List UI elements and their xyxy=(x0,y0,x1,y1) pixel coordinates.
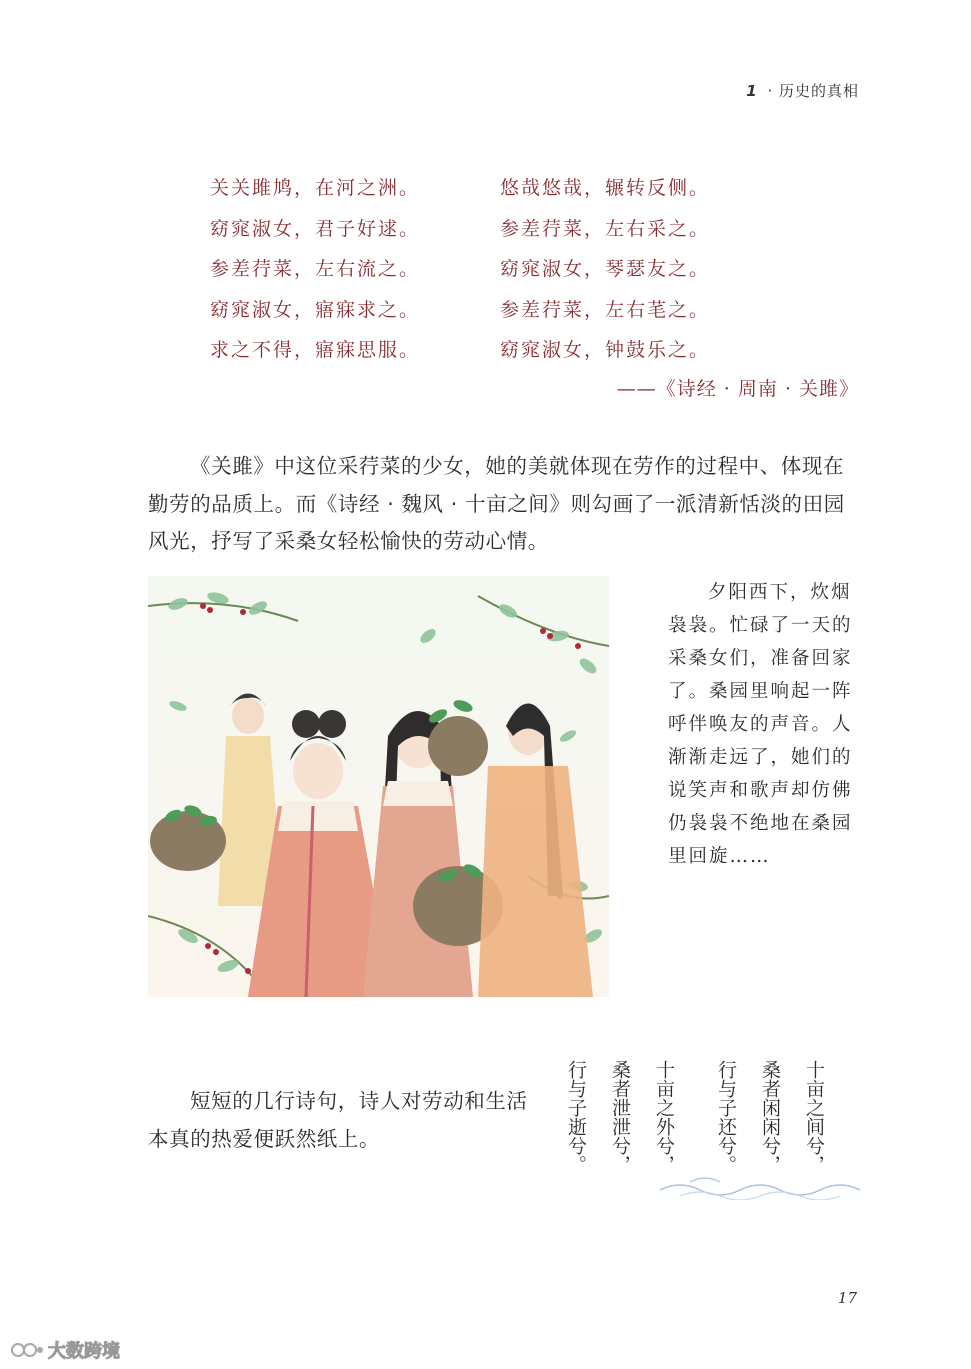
poem-left-column xyxy=(210,172,420,375)
vertical-poem-line: 十亩之外兮， xyxy=(653,1060,675,1174)
wave-decoration xyxy=(660,1170,860,1200)
poem-right-column xyxy=(500,172,710,375)
side-paragraph: 夕阳西下，炊烟袅袅。忙碌了一天的采桑女们，准备回家了。桑园里响起一阵呼伴唤友的声音。人渐渐走远了，她们的说笑声和歌声却仿佛仍袅袅不绝地在桑园里回旋…… xyxy=(668,582,853,867)
poem-line: 参差荇菜，左右流之。 xyxy=(210,258,421,280)
poem-line: 关关雎鸠，在河之洲。 xyxy=(210,177,421,199)
illustration-mulberry-girls xyxy=(148,576,609,997)
poem-line: 参差荇菜，左右采之。 xyxy=(500,217,711,240)
vertical-poem-line: 行与子逝兮。 xyxy=(565,1060,587,1174)
poem-line: 窈窕淑女，钟鼓乐之。 xyxy=(500,339,711,361)
vertical-poem-line: 桑者闲闲兮， xyxy=(759,1060,781,1174)
illustration-svg xyxy=(148,576,609,997)
poem-line: 窈窕淑女，君子好逑。 xyxy=(210,217,421,240)
watermark xyxy=(10,1337,120,1363)
poem-line: 求之不得，寤寐思服。 xyxy=(210,339,421,361)
vertical-poem-line: 十亩之间兮， xyxy=(803,1060,825,1174)
chapter-title: · 历史的真相 xyxy=(767,82,859,100)
poem-line: 参差荇菜，左右芼之。 xyxy=(500,298,711,321)
watermark-logo-icon xyxy=(10,1340,44,1360)
watermark-text: 大数跨境 xyxy=(48,1341,120,1362)
body-paragraph-2: 短短的几行诗句，诗人对劳动和生活本真的热爱便跃然纸上。 xyxy=(148,1089,528,1151)
vertical-poem-line: 行与子还兮。 xyxy=(715,1060,737,1174)
poem-line: 窈窕淑女，寤寐求之。 xyxy=(210,298,421,321)
running-header xyxy=(746,80,859,101)
chapter-number: 1 xyxy=(746,82,758,100)
body-paragraph-1: 《关雎》中这位采荇菜的少女，她的美就体现在劳作的过程中、体现在勤劳的品质上。而《诗经 · 魏风 · 十亩之间》则勾画了一派清新恬淡的田园风光，抒写了采桑女轻松愉快的劳动心情。 xyxy=(148,454,845,553)
page-number: 17 xyxy=(837,1289,857,1307)
poem-line: 悠哉悠哉，辗转反侧。 xyxy=(500,177,711,199)
vertical-poem-line: 桑者泄泄兮， xyxy=(609,1060,631,1174)
poem-line: 窈窕淑女，琴瑟友之。 xyxy=(500,258,711,280)
poem-source: ——《诗经 · 周南 · 关雎》 xyxy=(616,378,859,400)
